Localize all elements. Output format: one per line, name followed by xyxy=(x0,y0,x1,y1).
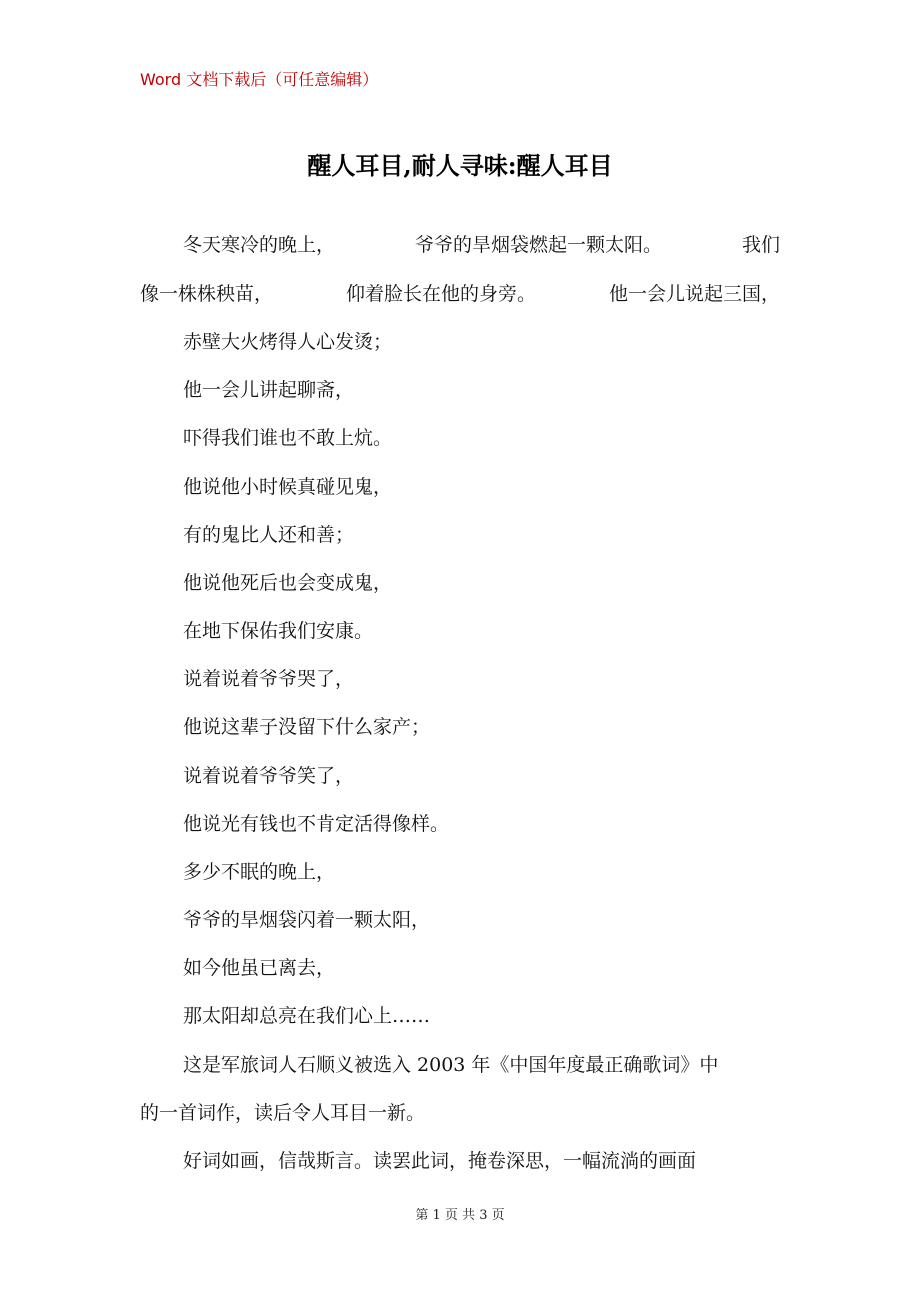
verse-line: 说着说着爷爷哭了， xyxy=(183,668,355,690)
document-title: 醒人耳目,耐人寻味:醒人耳目 xyxy=(307,151,613,180)
intro-line-2-part-2: 仰着脸长在他的身旁。 xyxy=(345,283,536,305)
verse-line: 他一会儿讲起聊斋， xyxy=(183,379,355,401)
verse-line: 如今他虽已离去， xyxy=(183,957,336,979)
intro-line-2-part-3: 他一会儿说起三国， xyxy=(608,283,780,305)
intro-line-2 xyxy=(140,278,780,310)
intro-line-1-part-3: 我们 xyxy=(741,234,780,256)
paragraph-2-line-1: 好词如画，信哉斯言。读罢此词，掩卷深思，一幅流淌的画面 xyxy=(183,1150,697,1172)
verse-line: 吓得我们谁也不敢上炕。 xyxy=(183,427,393,449)
intro-line-1-part-2: 爷爷的旱烟袋燃起一颗太阳。 xyxy=(414,234,662,256)
verse-line: 在地下保佑我们安康。 xyxy=(183,620,374,642)
verse-line: 他说光有钱也不肯定活得像样。 xyxy=(183,813,450,835)
paragraph-1-line-1: 这是军旅词人石顺义被选入 2003 年《中国年度最正确歌词》中 xyxy=(183,1054,719,1076)
intro-line-1 xyxy=(140,229,780,261)
verse-line: 多少不眠的晚上， xyxy=(183,861,336,883)
verse-line: 他说他小时候真碰见鬼， xyxy=(183,476,393,498)
intro-line-2-part-1: 像一株株秧苗， xyxy=(140,283,274,305)
verse-line: 爷爷的旱烟袋闪着一颗太阳， xyxy=(183,909,431,931)
verse-line: 说着说着爷爷笑了， xyxy=(183,765,355,787)
verse-line: 赤壁大火烤得人心发烫； xyxy=(183,331,393,353)
verse-line: 那太阳却总亮在我们心上…… xyxy=(183,1005,431,1027)
verse-line: 有的鬼比人还和善； xyxy=(183,524,355,546)
paragraph-1-line-2: 的一首词作，读后令人耳目一新。 xyxy=(140,1102,426,1124)
verse-line: 他说他死后也会变成鬼， xyxy=(183,572,393,594)
page-number: 第 1 页 共 3 页 xyxy=(415,1208,505,1223)
intro-line-1-part-1: 冬天寒冷的晚上， xyxy=(183,234,336,256)
download-note: Word 文档下载后（可任意编辑） xyxy=(140,70,379,89)
verse-line: 他说这辈子没留下什么家产； xyxy=(183,716,431,738)
